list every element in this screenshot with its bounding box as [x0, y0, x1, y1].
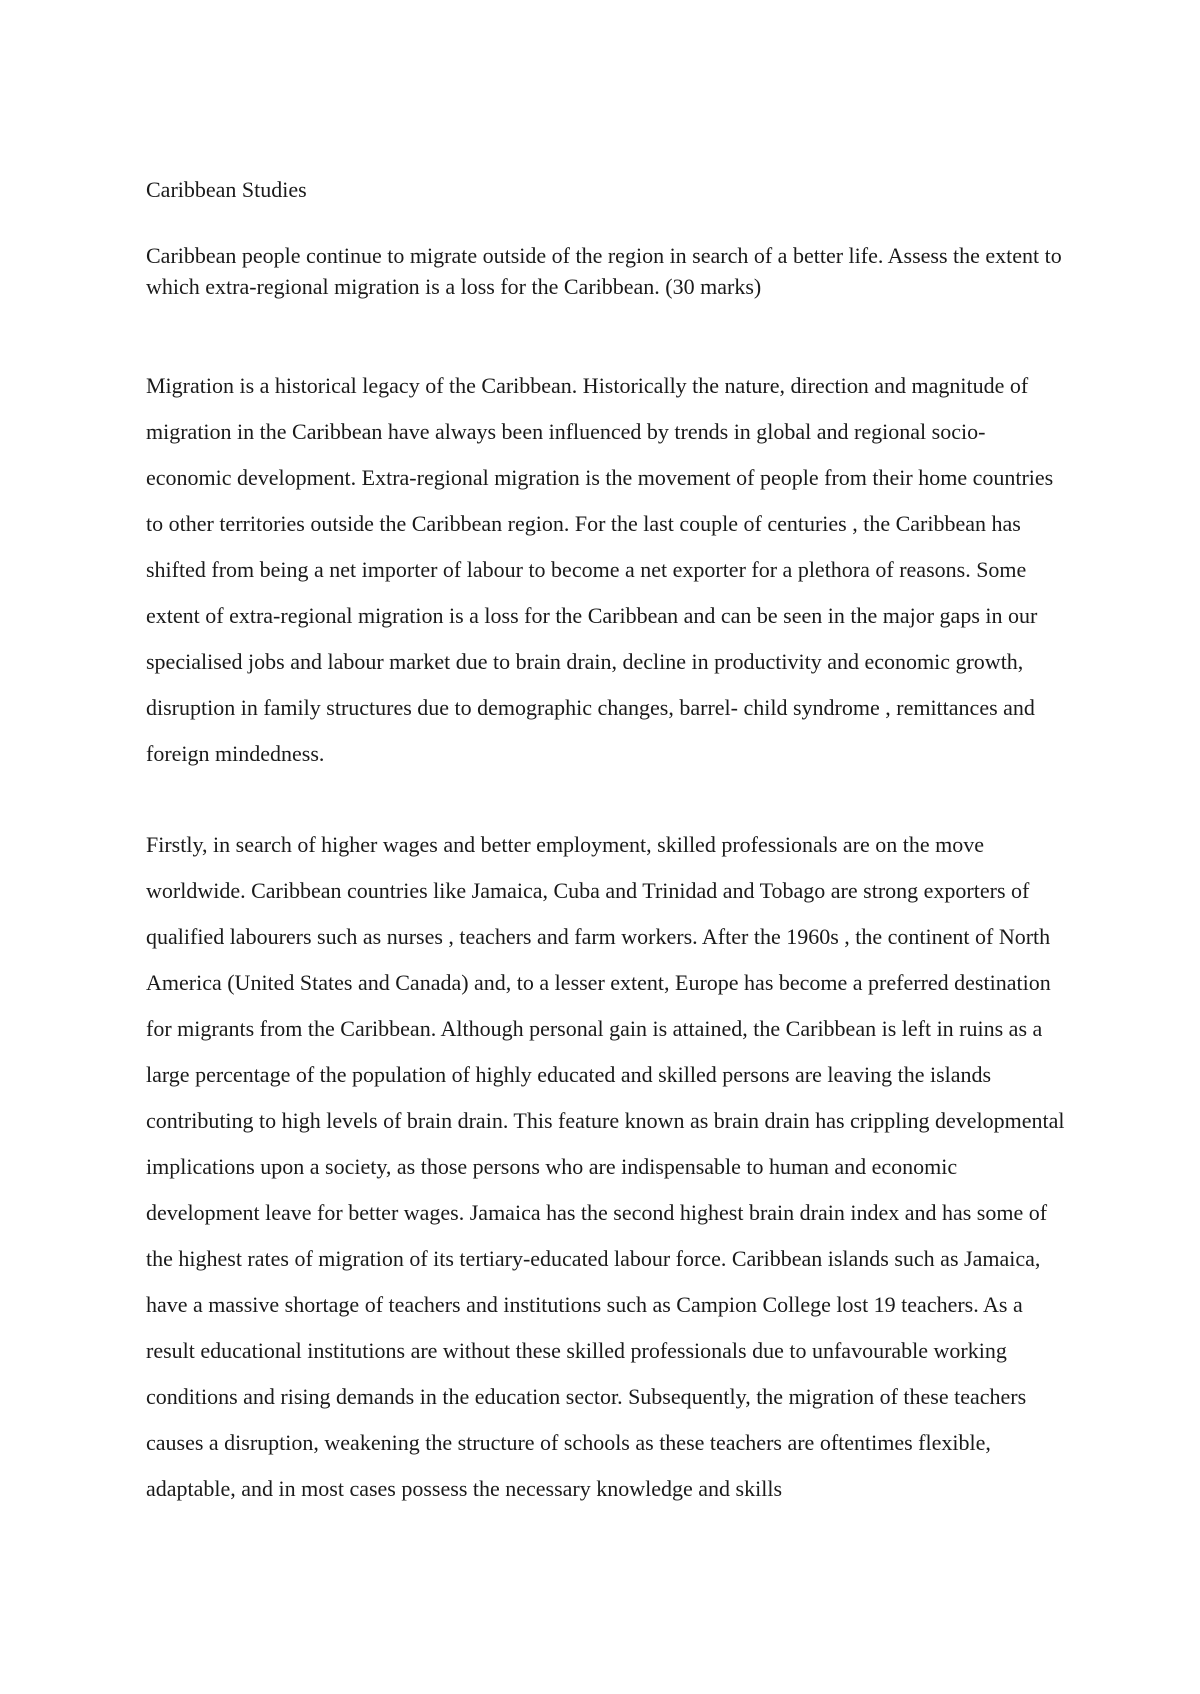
essay-paragraph-introduction: Migration is a historical legacy of the Caribbean. Historically the nature, direction and magnitude of migration in the Caribbean have always been influenced by trends in global and regional socio-economic development. Extra-regional migration is the movement of people from their home countries to other territories outside the Caribbean region. For the last couple of centuries , the Caribbean has shifted from being a net importer of labour to become a net exporter for a plethora of reasons. Some extent of extra-regional migration is a loss for the Caribbean and can be seen in the major gaps in our specialised jobs and labour market due to brain drain, decline in productivity and economic growth, disruption in family structures due to demographic changes, barrel- child syndrome , remittances and foreign mindedness. [146, 373, 1054, 766]
essay-question: Caribbean people continue to migrate outside of the region in search of a better life. Assess the extent to which extra-regional migration is a loss for the Caribbean. (30 marks) [146, 243, 1062, 299]
document-heading: Caribbean Studies [146, 177, 307, 202]
essay-paragraph-body: Firstly, in search of higher wages and better employment, skilled professionals are on the move worldwide. Caribbean countries like Jamaica, Cuba and Trinidad and Tobago are strong exporters of qualified labourers such as nurses , teachers and farm workers. After the 1960s , the continent of North America (United States and Canada) and, to a lesser extent, Europe has become a preferred destination for migrants from the Caribbean. Although personal gain is attained, the Caribbean is left in ruins as a large percentage of the population of highly educated and skilled persons are leaving the islands contributing to high levels of brain drain. This feature known as brain drain has crippling developmental implications upon a society, as those persons who are indispensable to human and economic development leave for better wages. Jamaica has the second highest brain drain index and has some of the highest rates of migration of its tertiary-educated labour force. Caribbean islands such as Jamaica, have a massive shortage of teachers and institutions such as Campion College lost 19 teachers. As a result educational institutions are without these skilled professionals due to unfavourable working conditions and rising demands in the education sector. Subsequently, the migration of these teachers causes a disruption, weakening the structure of schools as these teachers are oftentimes flexible, adaptable, and in most cases possess the necessary knowledge and skills [146, 832, 1065, 1501]
